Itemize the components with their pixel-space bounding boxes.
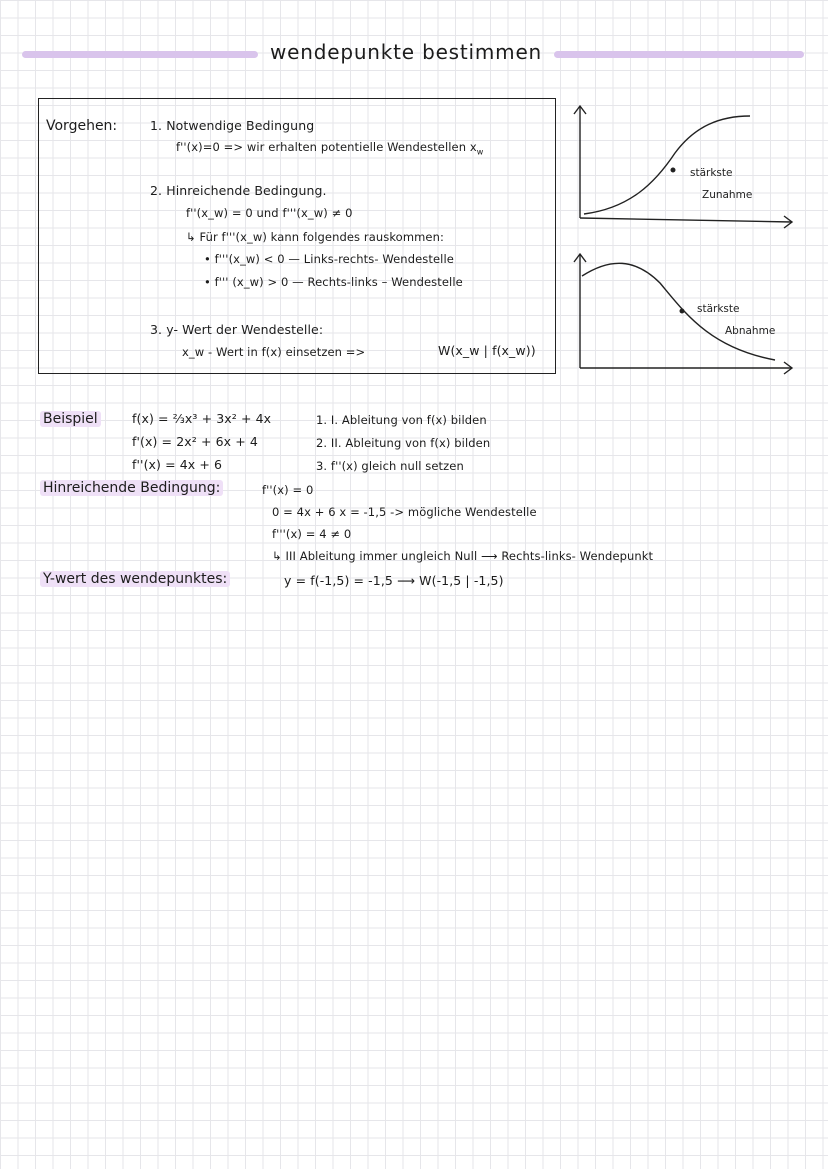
- graph-decrease-label-2: Abnahme: [725, 325, 776, 337]
- bullet-rechts-links: • f''' (x_w) > 0 — Rechts-links – Wendestelle: [204, 275, 463, 289]
- example-hint-3: 3. f''(x) gleich null setzen: [316, 459, 464, 473]
- sufficient-step-2: 0 = 4x + 6 x = -1,5 -> mögliche Wendestelle: [272, 505, 537, 519]
- sufficient-step-3: f'''(x) = 4 ≠ 0: [272, 527, 352, 541]
- sufficient-label: [40, 480, 223, 496]
- graph-decrease-curve: [582, 263, 775, 360]
- example-hint-1: 1. I. Ableitung von f(x) bilden: [316, 413, 487, 427]
- example-hint-2: 2. II. Ableitung von f(x) bilden: [316, 436, 491, 450]
- y-value-label-text: Y-wert des wendepunktes:: [40, 571, 230, 587]
- step3-title: 3. y- Wert der Wendestelle:: [150, 322, 324, 337]
- graph-increase-inflection-point: [671, 168, 675, 172]
- example-label: [40, 411, 101, 427]
- inflection-sketches: [560, 98, 800, 383]
- graph-increase: [574, 106, 792, 228]
- sufficient-step-1: f''(x) = 0: [262, 483, 314, 497]
- graph-decrease-label-1: stärkste: [697, 303, 740, 315]
- step2-title: 2. Hinreichende Bedingung.: [150, 183, 327, 198]
- y-value-label: [40, 571, 230, 587]
- y-value-text: y = f(-1,5) = -1,5 ⟶ W(-1,5 | -1,5): [284, 573, 504, 588]
- step3-result: W(x_w | f(x_w)): [438, 343, 536, 358]
- procedure-label: Vorgehen:: [46, 118, 118, 134]
- sufficient-step-4: ↳ III Ableitung immer ungleich Null ⟶ Rechts-links- Wendepunkt: [272, 549, 654, 563]
- step1-text-sub: w: [476, 147, 484, 157]
- example-f: f(x) = ⅔x³ + 3x² + 4x: [132, 411, 272, 426]
- example-f1: f'(x) = 2x² + 6x + 4: [132, 434, 258, 449]
- step1-title: 1. Notwendige Bedingung: [150, 118, 315, 133]
- graph-increase-label-2: Zunahme: [702, 189, 753, 201]
- graph-increase-label-1: stärkste: [690, 167, 733, 179]
- sufficient-label-text: Hinreichende Bedingung:: [40, 480, 223, 496]
- page-title: wendepunkte bestimmen: [270, 40, 543, 64]
- bullet-links-rechts: • f'''(x_w) < 0 — Links-rechts- Wendestelle: [204, 252, 454, 266]
- title-underline-right: [554, 51, 804, 58]
- example-f2: f''(x) = 4x + 6: [132, 457, 223, 472]
- step2-note: ↳ Für f'''(x_w) kann folgendes rauskommen:: [186, 230, 444, 244]
- step1-text: [176, 140, 483, 156]
- graph-decrease-inflection-point: [680, 309, 684, 313]
- step2-condition: f''(x_w) = 0 und f'''(x_w) ≠ 0: [186, 206, 353, 220]
- step1-text-main: f''(x)=0 => wir erhalten potentielle Wendestellen x: [176, 140, 477, 154]
- title-underline-left: [22, 51, 258, 58]
- step3-text: x_w - Wert in f(x) einsetzen =>: [182, 345, 366, 359]
- graph-increase-x-axis: [580, 218, 792, 222]
- example-label-text: Beispiel: [40, 411, 101, 427]
- graph-decrease: [574, 254, 792, 374]
